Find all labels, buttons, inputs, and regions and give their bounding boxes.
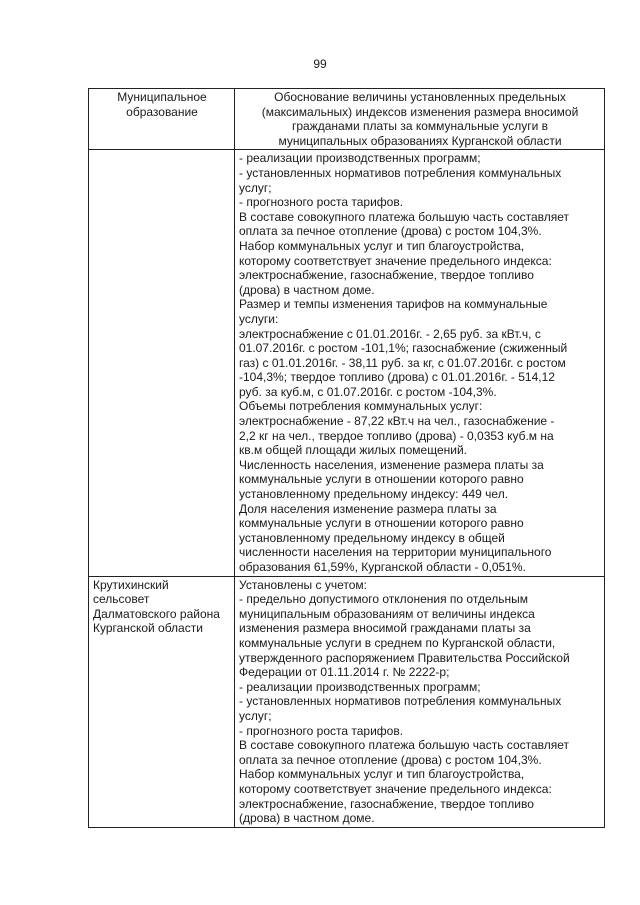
text-line: 2,2 кг на чел., твердое топливо (дрова) - 0,0353 куб.м на [239, 428, 554, 443]
header-text-line: гражданами платы за коммунальные услуги в [291, 119, 549, 134]
text-line: услуг; [239, 708, 272, 723]
text-line: которому соответствует значение предельного индекса: [239, 781, 552, 796]
text-line: - установленных нормативов потребления коммунальных [239, 694, 562, 709]
text-line: руб. за куб.м, с 01.07.2016г. с ростом -104,3%. [239, 384, 497, 399]
text-line: (дрова) в частном доме. [239, 811, 375, 826]
text-line: В составе совокупного платежа большую часть составляет [239, 209, 570, 224]
text-line: которому соответствует значение предельного индекса: [239, 253, 552, 268]
text-line: -104,3%; твердое топливо (дрова) с 01.01.2016г. - 514,12 [239, 370, 555, 385]
municipality-line: Курганской области [93, 621, 203, 636]
text-line: - прогнозного роста тарифов. [239, 195, 404, 210]
municipality-line: Крутихинский [93, 577, 169, 592]
justification-cell [235, 576, 605, 827]
text-line: электроснабжение с 01.01.2016г. - 2,65 руб. за кВт.ч, с [239, 326, 541, 341]
header-text-line: (максимальных) индексов изменения размера вносимой [261, 104, 579, 119]
municipality-line: Далматовского района [93, 606, 220, 621]
text-line: утвержденного распоряжением Правительства Российской [239, 650, 570, 665]
municipality-line: сельсовет [93, 592, 150, 607]
text-line: электроснабжение, газоснабжение, твердое топливо [239, 796, 534, 811]
text-line: оплата за печное отопление (дрова) с ростом 104,3%. [239, 224, 542, 239]
table-header-row [89, 89, 605, 150]
text-line: - установленных нормативов потребления коммунальных [239, 165, 562, 180]
table-row [89, 576, 605, 827]
text-line: оплата за печное отопление (дрова) с ростом 104,3%. [239, 752, 542, 767]
justification-cell [235, 150, 605, 576]
text-line: образования 61,59%, Курганской области - 0,051%. [239, 560, 526, 574]
text-line: газ) с 01.01.2016г. - 38,11 руб. за кг, с 01.07.2016г. с ростом [239, 355, 566, 370]
text-line: В составе совокупного платежа большую часть составляет [239, 738, 570, 753]
text-line: кв.м общей площади жилых помещений. [239, 443, 467, 458]
text-line: Размер и темпы изменения тарифов на коммунальные [239, 297, 548, 312]
text-line: Доля населения изменение размера платы за [239, 501, 497, 516]
municipality-cell [89, 576, 235, 827]
text-line: коммунальные услуги в среднем по Курганской области, [239, 635, 556, 650]
text-line: услуг; [239, 180, 272, 195]
tariff-index-table [88, 88, 605, 828]
text-line: муниципальным образованиям от величины индекса [239, 606, 535, 621]
text-line: услуги: [239, 311, 279, 326]
header-text-line: муниципальных образованиях Курганской области [278, 133, 562, 148]
text-line: коммунальные услуги в отношении которого равно [239, 516, 524, 531]
header-municipality [89, 89, 235, 150]
text-line: изменения размера вносимой гражданами платы за [239, 621, 531, 636]
text-line: электроснабжение - 87,22 кВт.ч на чел., газоснабжение - [239, 414, 555, 429]
municipality-cell [89, 150, 235, 576]
text-line: численности населения на территории муниципального [239, 545, 552, 560]
page-number: 99 [313, 57, 327, 71]
text-line: Набор коммунальных услуг и тип благоустройства, [239, 767, 525, 782]
header-text-line: Обоснование величины установленных предельных [274, 90, 566, 104]
text-line: - реализации производственных программ; [239, 151, 481, 166]
text-line: Численность населения, изменение размера платы за [239, 457, 544, 472]
text-line: Федерации от 01.11.2014 г. № 2222-р; [239, 665, 450, 680]
header-text-line: образование [126, 104, 198, 119]
text-line: электроснабжение, газоснабжение, твердое топливо [239, 268, 534, 283]
text-line: Объемы потребления коммунальных услуг: [239, 399, 483, 414]
text-line: - реализации производственных программ; [239, 679, 481, 694]
header-justification [235, 89, 605, 150]
text-line: (дрова) в частном доме. [239, 282, 375, 297]
text-line: установленному предельному индексу: 449 чел. [239, 487, 509, 502]
text-line: Набор коммунальных услуг и тип благоустройства, [239, 238, 525, 253]
text-line: установленному предельному индексу в общей [239, 530, 505, 545]
text-line: - предельно допустимого отклонения по отдельным [239, 592, 528, 607]
text-line: Установлены с учетом: [239, 577, 367, 592]
table-row [89, 150, 605, 576]
text-line: - прогнозного роста тарифов. [239, 723, 404, 738]
text-line: 01.07.2016г. с ростом -101,1%; газоснабжение (сжиженный [239, 341, 568, 356]
header-text-line: Муниципальное [117, 90, 207, 104]
text-line: коммунальные услуги в отношении которого равно [239, 472, 524, 487]
